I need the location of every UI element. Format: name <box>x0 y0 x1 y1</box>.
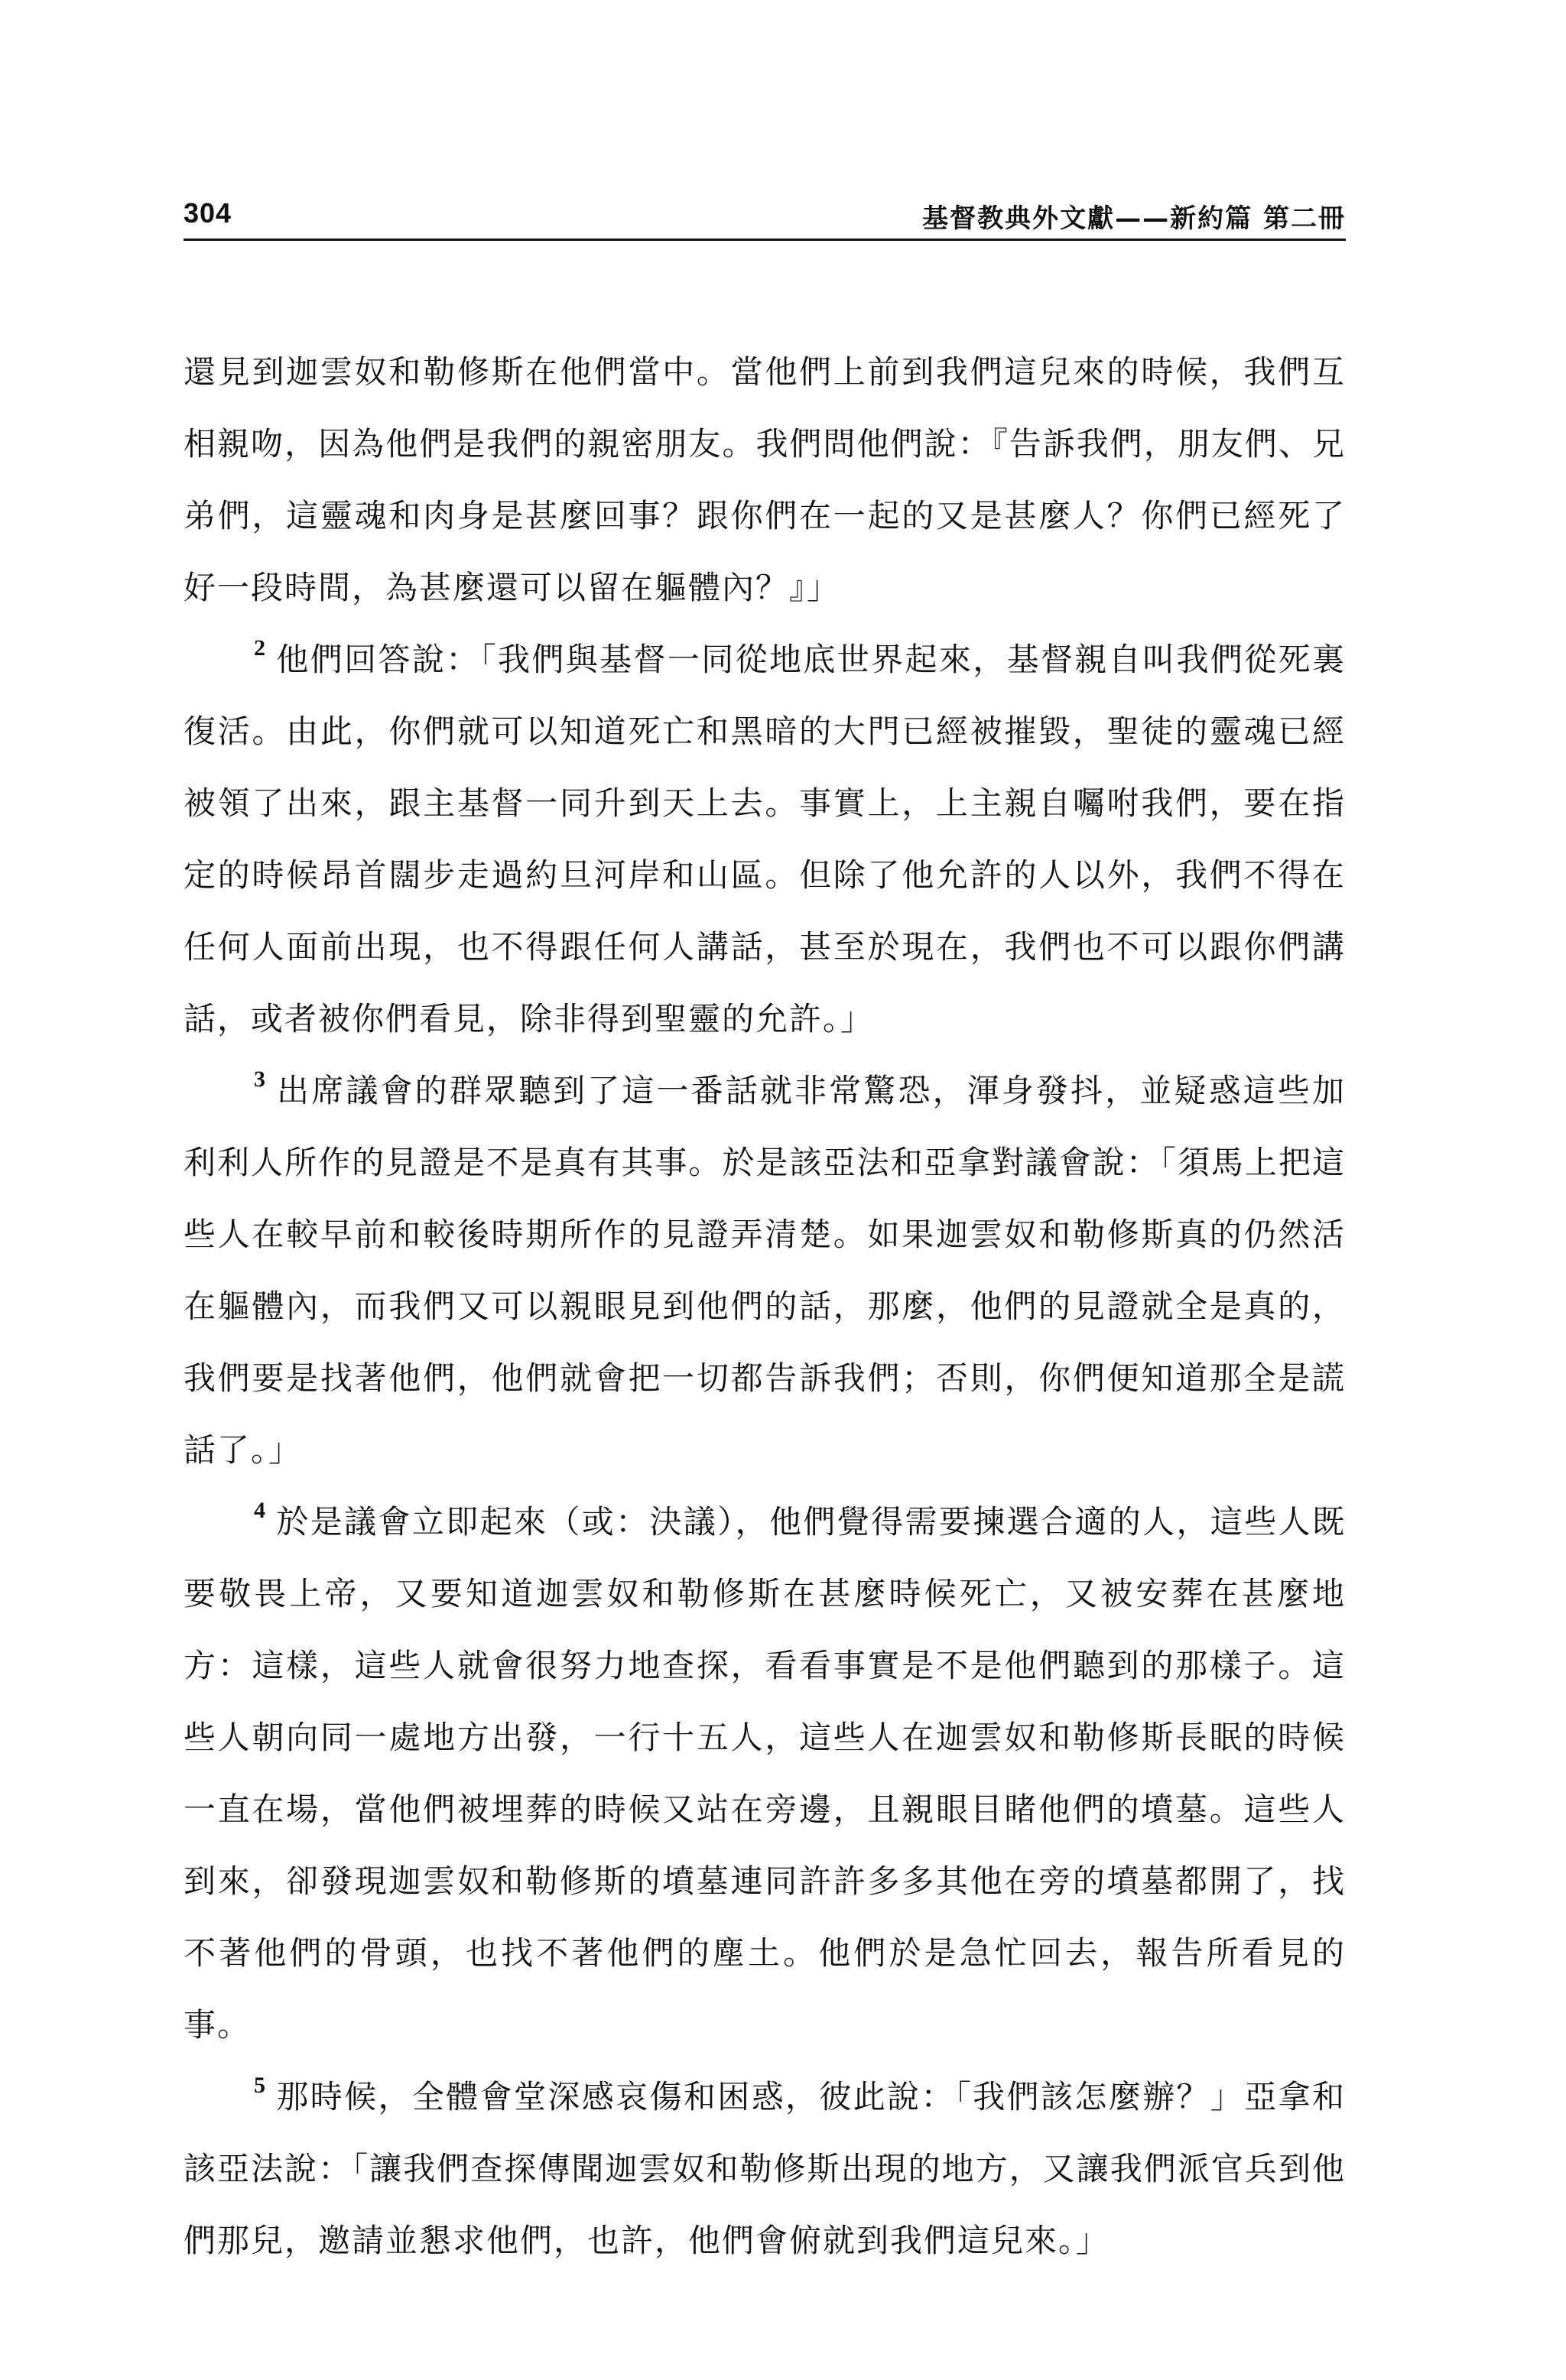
paragraph-verse-4 <box>184 1486 1346 2061</box>
paragraph-text: 還見到迦雲奴和勒修斯在他們當中。當他們上前到我們這兒來的時候，我們互相親吻，因為他們是我們的親密朋友。我們問他們說：『告訴我們，朋友們、兄弟們，這靈魂和肉身是甚麼回事？跟你們在一起的又是甚麼人？你們已經死了好一段時間，為甚麼還可以留在軀體內？』」 <box>184 353 1346 606</box>
book-title: 基督教典外文獻——新約篇 第二冊 <box>922 203 1346 234</box>
page-number: 304 <box>184 197 232 229</box>
paragraph-text: 出席議會的群眾聽到了這一番話就非常驚恐，渾身發抖，並疑惑這些加利利人所作的見證是不是真有其事。於是該亞法和亞拿對議會說：「須馬上把這些人在較早前和較後時期所作的見證弄清楚。如果迦雲奴和勒修斯真的仍然活在軀體內，而我們又可以親眼見到他們的話，那麼，他們的見證就全是真的，我們要是找著他們，他們就會把一切都告訴我們；否則，你們便知道那全是謊話了。」 <box>184 1072 1346 1469</box>
running-header <box>184 185 1346 241</box>
verse-number: 4 <box>254 1498 267 1523</box>
paragraph-verse-5 <box>184 2061 1346 2277</box>
paragraph-continuation <box>184 336 1346 624</box>
text-body <box>184 336 1346 2277</box>
paragraph-text: 那時候，全體會堂深感哀傷和困惑，彼此說：「我們該怎麼辦？」亞拿和該亞法說：「讓我們查探傳聞迦雲奴和勒修斯出現的地方，又讓我們派官兵到他們那兒，邀請並懇求他們，也許，他們會俯就到我們這兒來。」 <box>184 2078 1346 2259</box>
verse-number: 2 <box>254 635 267 661</box>
paragraph-verse-3 <box>184 1055 1346 1486</box>
paragraph-text: 於是議會立即起來（或：決議），他們覺得需要揀選合適的人，這些人既要敬畏上帝，又要知道迦雲奴和勒修斯在甚麼時候死亡，又被安葬在甚麼地方：這樣，這些人就會很努力地查探，看看事實是不是他們聽到的那樣子。這些人朝向同一處地方出發，一行十五人，這些人在迦雲奴和勒修斯長眠的時候一直在場，當他們被埋葬的時候又站在旁邊，且親眼目睹他們的墳墓。這些人到來，卻發現迦雲奴和勒修斯的墳墓連同許許多多其他在旁的墳墓都開了，找不著他們的骨頭，也找不著他們的塵土。他們於是急忙回去，報告所看見的事。 <box>184 1503 1346 2044</box>
paragraph-text: 他們回答說：「我們與基督一同從地底世界起來，基督親自叫我們從死裏復活。由此，你們就可以知道死亡和黑暗的大門已經被摧毀，聖徒的靈魂已經被領了出來，跟主基督一同升到天上去。事實上，上主親自囑咐我們，要在指定的時候昂首闊步走過約旦河岸和山區。但除了他允許的人以外，我們不得在任何人面前出現，也不得跟任何人講話，甚至於現在，我們也不可以跟你們講話，或者被你們看見，除非得到聖靈的允許。」 <box>184 641 1346 1037</box>
verse-number: 3 <box>254 1067 267 1092</box>
verse-number: 5 <box>254 2073 267 2098</box>
paragraph-verse-2 <box>184 624 1346 1055</box>
